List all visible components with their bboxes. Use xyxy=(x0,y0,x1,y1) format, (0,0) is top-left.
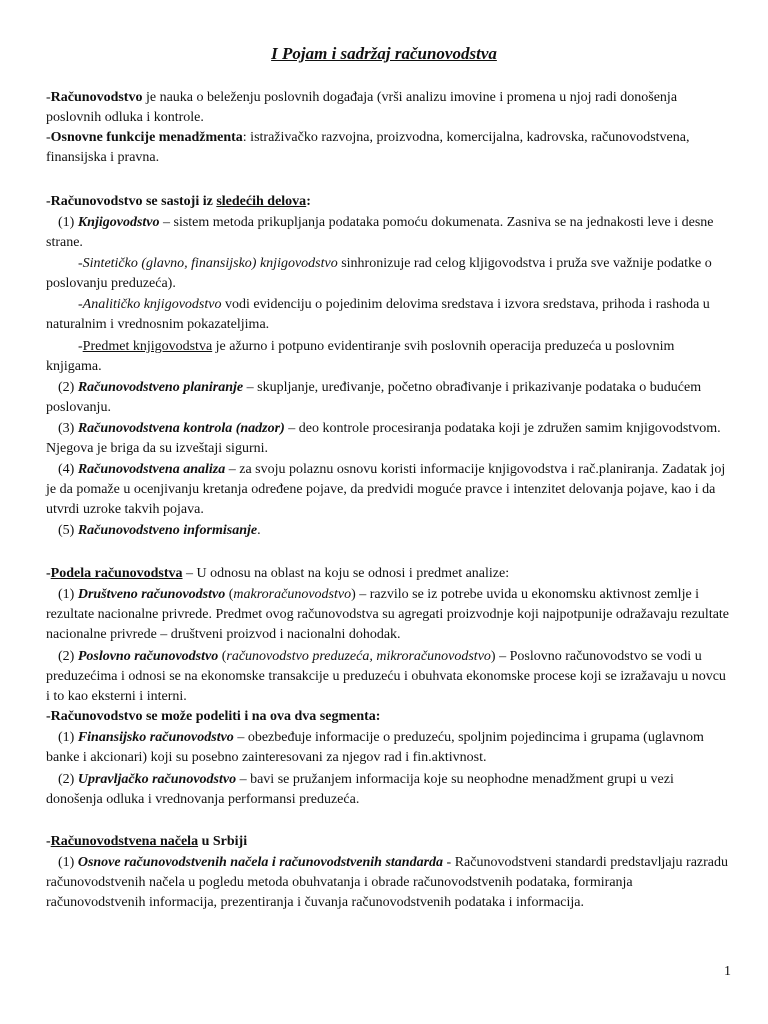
heading-dash: - xyxy=(46,566,51,581)
subitem-text: je ažurno i potpuno evidentiranje svih poslovnih operacija preduzeća u poslovnim knjigama. xyxy=(46,339,675,374)
item-poslovno xyxy=(46,647,730,707)
heading-text: -Računovodstvo se sastoji iz xyxy=(46,194,217,209)
item-osnove-nacela xyxy=(46,853,730,913)
bullet-dash: - xyxy=(46,90,51,105)
item-text: – bavi se pružanjem informacija koje su neophodne menadžment grupi u vezi donošenja odluka i vrednovanja performansi preduzeća. xyxy=(46,772,674,807)
term-racunovodstvo: Računovodstvo xyxy=(50,90,143,105)
paragraph-management-functions xyxy=(46,128,730,168)
item-alt-term: računovodstvo preduzeća, mikroračunovodstvo xyxy=(226,649,491,664)
item-number: (2) xyxy=(58,380,78,395)
item-number: (5) xyxy=(58,523,78,538)
heading-colon: : xyxy=(306,194,311,209)
heading-text: u Srbiji xyxy=(198,834,248,849)
item-number: (3) xyxy=(58,421,78,436)
heading-nacela xyxy=(46,832,730,852)
item-knjigovodstvo xyxy=(46,213,730,253)
item-text: – skupljanje, uređivanje, početno obrađivanje i prikazivanje podataka o budućem poslovanju. xyxy=(46,380,702,415)
item-number: (1) xyxy=(58,855,78,870)
item-term: Računovodstveno planiranje xyxy=(77,380,244,395)
item-text: – deo kontrole procesiranja podataka koji je združen samim knjigovodstvom. Njegova je briga da su izveštaji sigurni. xyxy=(46,421,721,456)
functions-text: : istraživačko razvojna, proizvodna, komercijalna, kadrovska, računovodstvena, finansijska i pravna. xyxy=(46,130,690,165)
subitem-text: vodi evidenciju o pojedinim delovima sredstava i izvora sredstava, prihoda i rashoda u naturalnim i vrednosnim pokazateljima. xyxy=(46,297,710,332)
item-number: (1) xyxy=(58,730,78,745)
paren-close: ) xyxy=(351,587,356,602)
item-term: Društveno računovodstvo xyxy=(77,587,226,602)
definition-text: je nauka o beleženju poslovnih događaja (vrši analizu imovine i promena u njoj radi donošenja poslovnih odluka i kontrole. xyxy=(46,90,678,125)
item-term: Računovodstvena kontrola (nadzor) xyxy=(77,421,285,436)
heading-parts xyxy=(46,192,730,212)
paragraph-racunovodstvo-definition xyxy=(46,88,730,128)
item-informisanje xyxy=(46,521,730,541)
item-text: – obezbeđuje informacije o preduzeću, spoljnim pojedincima i grupama (uglavnom banke i akcionari) koji su posebno zainteresovani za njegov rad i fin.aktivnost. xyxy=(46,730,704,765)
item-upravljacko xyxy=(46,770,730,810)
item-term: Računovodstvena analiza xyxy=(77,462,226,477)
subitem-term: -Sintetičko (glavno, finansijsko) knjigovodstvo xyxy=(78,256,338,271)
item-alt-term: makroračunovodstvo xyxy=(233,587,352,602)
item-number: (1) xyxy=(58,587,78,602)
item-kontrola xyxy=(46,419,730,459)
item-number: (4) xyxy=(58,462,78,477)
item-text: – razvilo se iz potrebe uvida u ekonomsku aktivnost zemlje i rezultate nacionalne privrede. Predmet ovog računovodstva su agregati proizvodnje koji najpotpunije odražavaju rezultate nacionalne privrede – društveni proizvod i nacionalni dohodak. xyxy=(46,587,730,642)
heading-dash: - xyxy=(46,834,51,849)
heading-text: – U odnosu na oblast na koju se odnosi i predmet analize: xyxy=(182,566,510,581)
item-term: Upravljačko računovodstvo xyxy=(77,772,237,787)
item-number: (2) xyxy=(58,772,78,787)
paren-close: ) xyxy=(490,649,496,664)
item-text: – za svoju polaznu osnovu koristi informacije knjigovodstva i rač.planiranja. Zadatak joj je da pomaže u ocenjivanju kretanja određene pojave, da predvidi moguće pravce i intenzitet delovanja pojave, kao i da utvrdi uzroke takvih pojava. xyxy=(46,462,726,517)
heading-term: Podela računovodstva xyxy=(50,566,183,581)
item-number: (1) xyxy=(58,215,78,230)
subitem-dash: - xyxy=(78,339,83,354)
item-term: Računovodstveno informisanje xyxy=(77,523,258,538)
page-title: I Pojam i sadržaj računovodstva xyxy=(271,44,497,63)
item-term: Knjigovodstvo xyxy=(77,215,160,230)
heading-term: Računovodstvena načela xyxy=(50,834,199,849)
item-term: Poslovno računovodstvo xyxy=(77,649,219,664)
subitem-predmet xyxy=(46,337,730,377)
item-text: – Poslovno računovodstvo se vodi u preduzećima i odnosi se na ekonomske transakcije u preduzeću i obuhvata ekonomske procese koji se izražavaju u novcu i to kao eksterni i interni. xyxy=(46,649,726,704)
bullet-dash: - xyxy=(46,130,51,145)
subitem-analiticko xyxy=(46,295,730,335)
term-management-functions: Osnovne funkcije menadžmenta xyxy=(50,130,243,145)
subitem-sinteticko xyxy=(46,254,730,294)
item-text: – sistem metoda prikupljanja podataka pomoću dokumenata. Zasniva se na jednakosti leve i desne strane. xyxy=(46,215,714,250)
heading-underlined-text: sledećih delova xyxy=(216,194,307,209)
item-analiza xyxy=(46,460,730,520)
item-term: Finansijsko računovodstvo xyxy=(77,730,234,745)
heading-segments: -Računovodstvo se može podeliti i na ova dva segmenta: xyxy=(46,709,381,724)
page-number: 1 xyxy=(724,964,731,979)
item-number: (2) xyxy=(58,649,78,664)
item-drustveno xyxy=(46,585,730,645)
item-planiranje xyxy=(46,378,730,418)
item-text: - Računovodstveni standardi predstavljaju razradu računovodstvenih načela u pogledu metoda obuhvatanja i obrade računovodstvenih podataka, formiranja računovodstvenih informacija, prezentiranja i čuvanja računovodstvenih podataka i informacija. xyxy=(46,855,728,910)
heading-podela xyxy=(46,564,730,584)
item-term: Osnove računovodstvenih načela i računovodstvenih standarda xyxy=(77,855,444,870)
subitem-term: Predmet knjigovodstva xyxy=(82,339,213,354)
item-text: . xyxy=(257,523,261,538)
subitem-text: sinhronizuje rad celog kljigovodstva i pruža sve važnije podatke o poslovanju preduzeća). xyxy=(46,256,712,291)
paren-open: ( xyxy=(225,587,234,602)
item-finansijsko xyxy=(46,728,730,768)
subitem-term: -Analitičko knjigovodstvo xyxy=(78,297,222,312)
paren-open: ( xyxy=(218,649,227,664)
